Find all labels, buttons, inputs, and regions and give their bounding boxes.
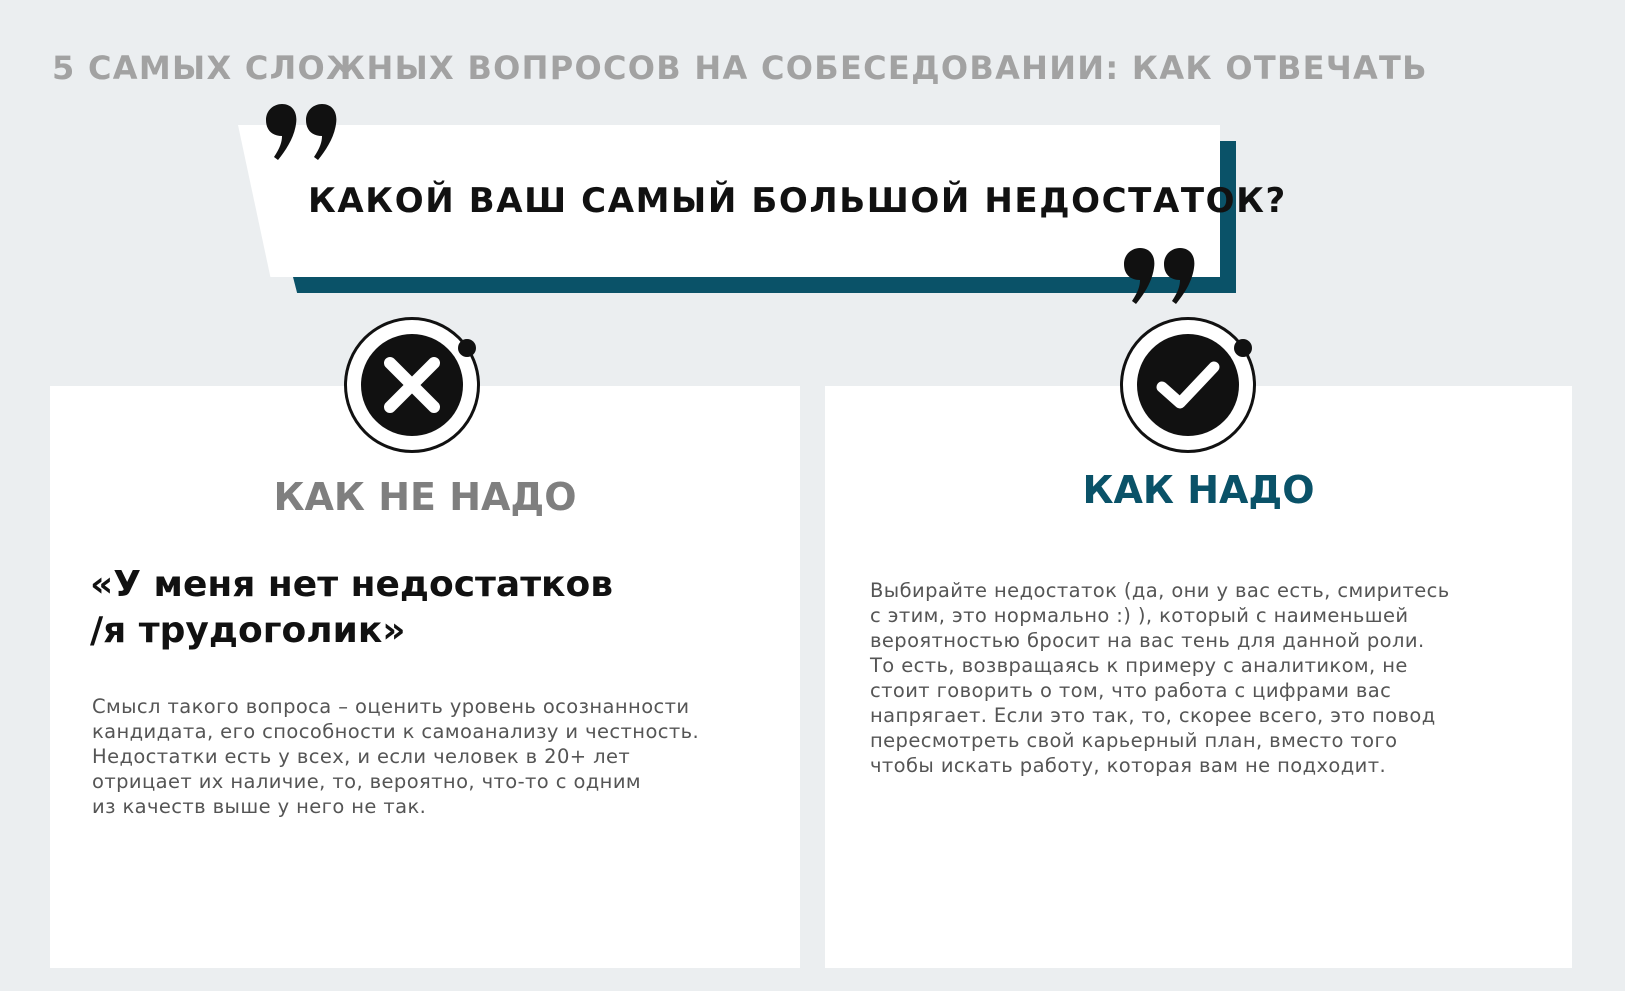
wrong-explanation-line: отрицает их наличие, то, вероятно, что-то с одним [92, 770, 642, 793]
right-explanation-line: То есть, возвращаясь к примеру с аналитиком, не [870, 654, 1408, 677]
wrong-heading: КАК НЕ НАДО [273, 475, 577, 519]
right-badge [1120, 317, 1256, 453]
wrong-quote-line: /я трудоголик» [90, 610, 406, 651]
open-quote-icon [262, 104, 342, 160]
checkmark-icon [1156, 353, 1220, 417]
wrong-badge [344, 317, 480, 453]
cross-icon [380, 353, 444, 417]
wrong-explanation-line: из качеств выше у него не так. [92, 795, 427, 818]
question-banner [0, 0, 1625, 320]
page-title: 5 САМЫХ СЛОЖНЫХ ВОПРОСОВ НА СОБЕСЕДОВАНИИ: КАК ОТВЕЧАТЬ [52, 49, 1428, 87]
close-quote-icon [1120, 248, 1200, 304]
badge-dot [1234, 339, 1252, 357]
wrong-explanation-line: Смысл такого вопроса – оценить уровень осознанности [92, 695, 690, 718]
right-explanation-line: стоит говорить о том, что работа с цифрами вас [870, 679, 1392, 702]
right-explanation-line: вероятностью бросит на вас тень для данной роли. [870, 629, 1425, 652]
wrong-explanation-line: Недостатки есть у всех, и если человек в 20+ лет [92, 745, 631, 768]
right-heading: КАК НАДО [1082, 468, 1315, 512]
wrong-answer-card [50, 386, 800, 968]
wrong-quote-line: «У меня нет недостатков [90, 564, 614, 605]
right-explanation [870, 578, 1510, 778]
wrong-explanation-line: кандидата, его способности к самоанализу и честность. [92, 720, 700, 743]
wrong-explanation [92, 694, 782, 819]
right-explanation-line: пересмотреть свой карьерный план, вместо того [870, 729, 1398, 752]
right-explanation-line: Выбирайте недостаток (да, они у вас есть, смиритесь [870, 579, 1450, 602]
right-explanation-line: с этим, это нормально :) ), который с наименьшей [870, 604, 1409, 627]
right-explanation-line: чтобы искать работу, которая вам не подходит. [870, 754, 1387, 777]
right-explanation-line: напрягает. Если это так, то, скорее всего, это повод [870, 704, 1436, 727]
wrong-answer-quote [90, 562, 770, 654]
question-text: КАКОЙ ВАШ САМЫЙ БОЛЬШОЙ НЕДОСТАТОК? [308, 181, 1287, 221]
badge-dot [458, 339, 476, 357]
